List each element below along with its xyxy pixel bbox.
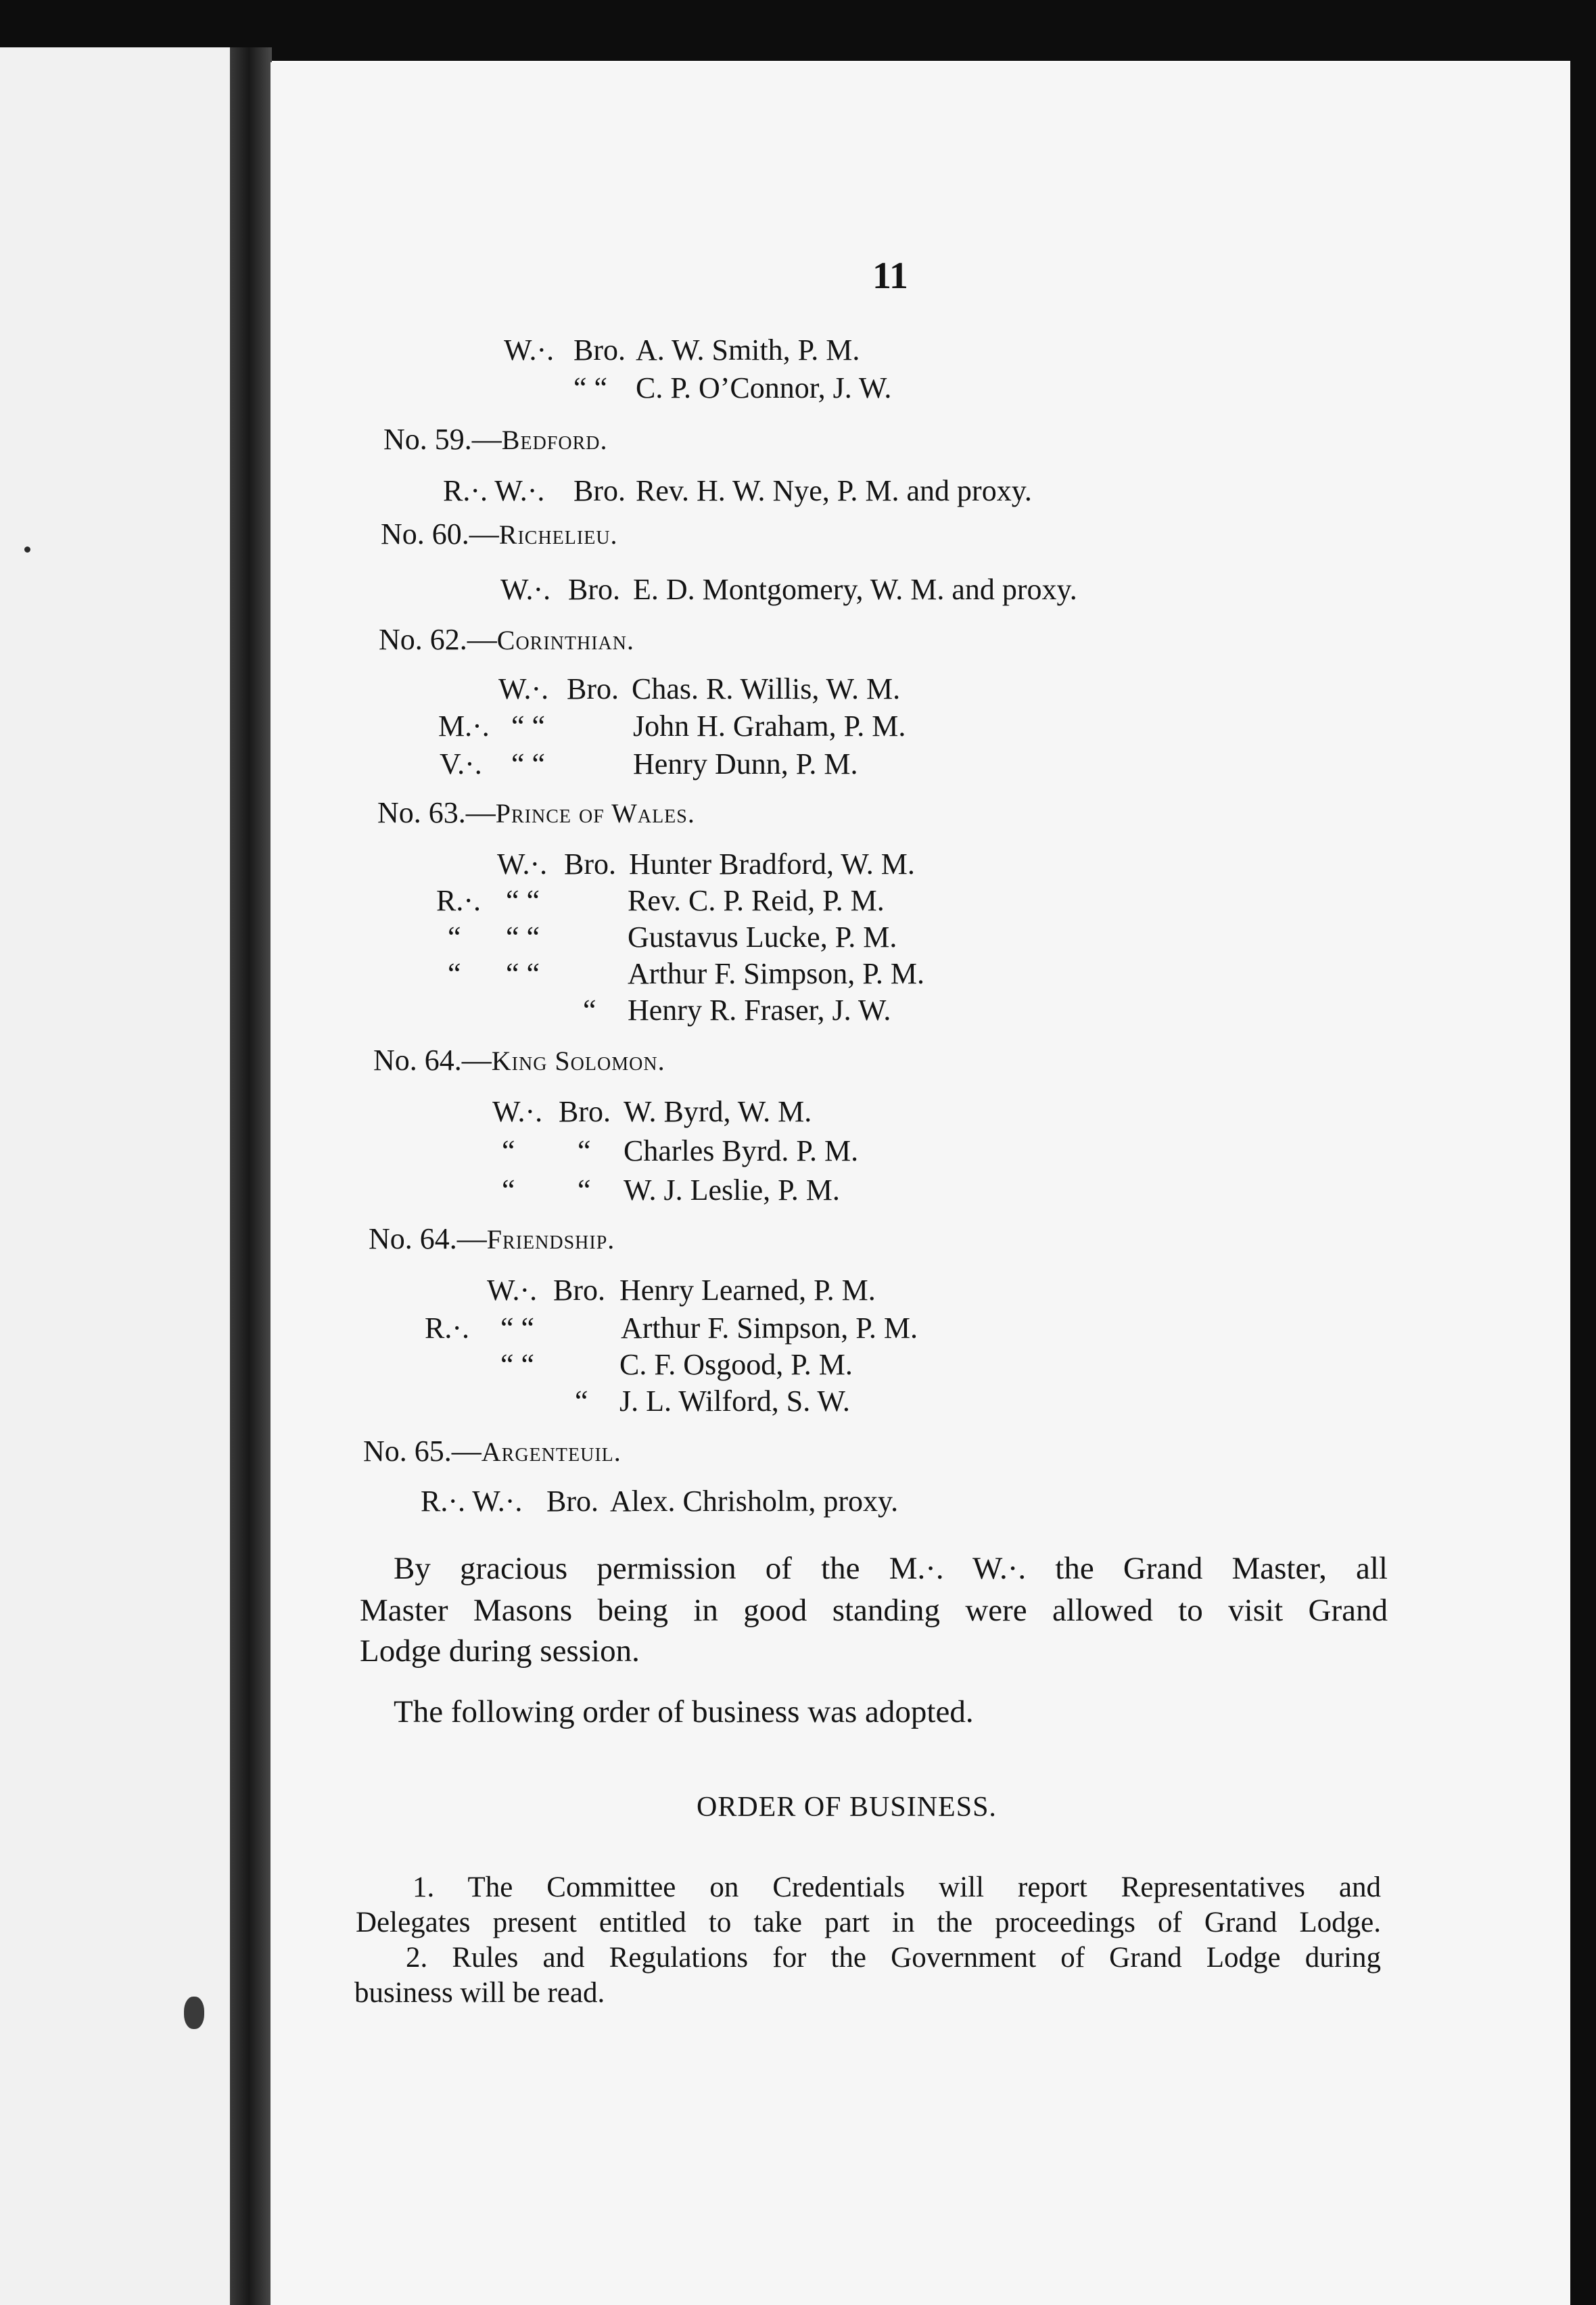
member-name: Henry R. Fraser, J. W. [628,994,891,1027]
member-bro: “ “ [511,709,546,743]
member-bro: “ [575,1384,588,1418]
member-name: A. W. Smith, P. M. [636,333,860,367]
member-title: W.·. [500,573,551,606]
member-name: Gustavus Lucke, P. M. [628,921,897,954]
member-bro: Bro. [573,474,626,507]
lodge-number: No. 64.— [369,1222,487,1255]
member-bro: Bro. [573,333,626,367]
member-name: Alex. Chrisholm, proxy. [610,1485,899,1518]
lodge-name: King Solomon. [491,1046,665,1076]
order-item: 2. Rules and Regulations for the Government of Grand Lodge during [406,1942,1381,1974]
member-bro: “ “ [506,921,540,954]
lodge-heading [379,622,634,657]
member-bro: Bro. [546,1485,598,1518]
member-name: Rev. C. P. Reid, P. M. [628,884,885,917]
lodge-name: Friendship. [486,1224,615,1255]
member-bro: Bro. [553,1274,605,1307]
member-title: R.·. [436,884,481,917]
member-bro: “ [578,1173,591,1207]
page-number: 11 [872,255,908,297]
order-item: Delegates present entitled to take part in the proceedings of Grand Lodge. [356,1907,1381,1938]
member-bro: Bro. [564,847,616,881]
member-title: W.·. [497,847,548,881]
member-title: W.·. [492,1095,543,1128]
lodge-number: No. 64.— [373,1044,492,1077]
member-name: Chas. R. Willis, W. M. [632,672,901,705]
member-name: Rev. H. W. Nye, P. M. and proxy. [636,474,1032,507]
order-item: 1. The Committee on Credentials will report Representatives and [413,1871,1381,1903]
member-name: Hunter Bradford, W. M. [629,847,915,881]
lodge-heading [369,1221,615,1256]
member-name: C. P. O’Connor, J. W. [636,371,892,404]
member-bro: “ [578,1134,591,1167]
member-title: M.·. [438,709,490,743]
member-name: J. L. Wilford, S. W. [619,1384,850,1418]
order-item: business will be read. [354,1977,605,2009]
member-title: “ [448,957,461,990]
member-title: W.·. [498,672,549,705]
lodge-number: No. 63.— [377,796,496,829]
member-title: W.·. [504,333,555,367]
member-bro: “ “ [506,884,540,917]
member-title: R.·. W.·. [421,1485,523,1518]
lodge-heading [383,422,607,457]
member-name: Henry Learned, P. M. [619,1274,876,1307]
member-title: R.·. [425,1311,469,1345]
lodge-heading [377,795,695,830]
member-bro: Bro. [559,1095,611,1128]
member-title: “ [502,1173,515,1207]
member-title: V.·. [440,747,482,781]
member-bro: Bro. [568,573,620,606]
member-name: C. F. Osgood, P. M. [619,1348,853,1381]
member-name: W. Byrd, W. M. [624,1095,812,1128]
member-name: Charles Byrd. P. M. [624,1134,859,1167]
member-bro: “ “ [500,1348,535,1381]
member-name: John H. Graham, P. M. [633,709,906,743]
lodge-number: No. 62.— [379,623,497,656]
lodge-heading [381,517,618,551]
member-bro: “ “ [500,1311,535,1345]
member-title: R.·. W.·. [443,474,545,507]
lodge-name: Bedford. [501,425,608,455]
member-name: Henry Dunn, P. M. [633,747,858,781]
member-title: “ [502,1134,515,1167]
lodge-name: Richelieu. [498,519,618,550]
member-bro: “ “ [506,957,540,990]
section-heading: ORDER OF BUSINESS. [697,1792,997,1823]
member-name: W. J. Leslie, P. M. [624,1173,840,1207]
member-name: Arthur F. Simpson, P. M. [628,957,925,990]
paragraph-line: Lodge during session. [360,1633,640,1669]
lodge-name: Argenteuil. [481,1437,621,1467]
member-bro: “ “ [511,747,546,781]
member-bro: Bro. [567,672,619,705]
member-bro: “ [583,994,596,1027]
lodge-number: No. 65.— [363,1435,482,1468]
paragraph-line: Master Masons being in good standing were allowed to visit Grand [360,1593,1388,1628]
lodge-name: Prince of Wales. [495,798,695,829]
member-bro: “ “ [573,371,608,404]
member-name: Arthur F. Simpson, P. M. [621,1311,918,1345]
lodge-number: No. 59.— [383,423,502,456]
lodge-heading [373,1043,665,1077]
lodge-number: No. 60.— [381,517,499,551]
adopted-sentence: The following order of business was adopted. [394,1694,974,1729]
lodge-name: Corinthian. [496,625,634,655]
paragraph-line: By gracious permission of the M.·. W.·. the Grand Master, all [394,1551,1388,1586]
member-title: “ [448,921,461,954]
member-title: W.·. [487,1274,538,1307]
lodge-heading [363,1434,621,1468]
member-name: E. D. Montgomery, W. M. and proxy. [633,573,1077,606]
